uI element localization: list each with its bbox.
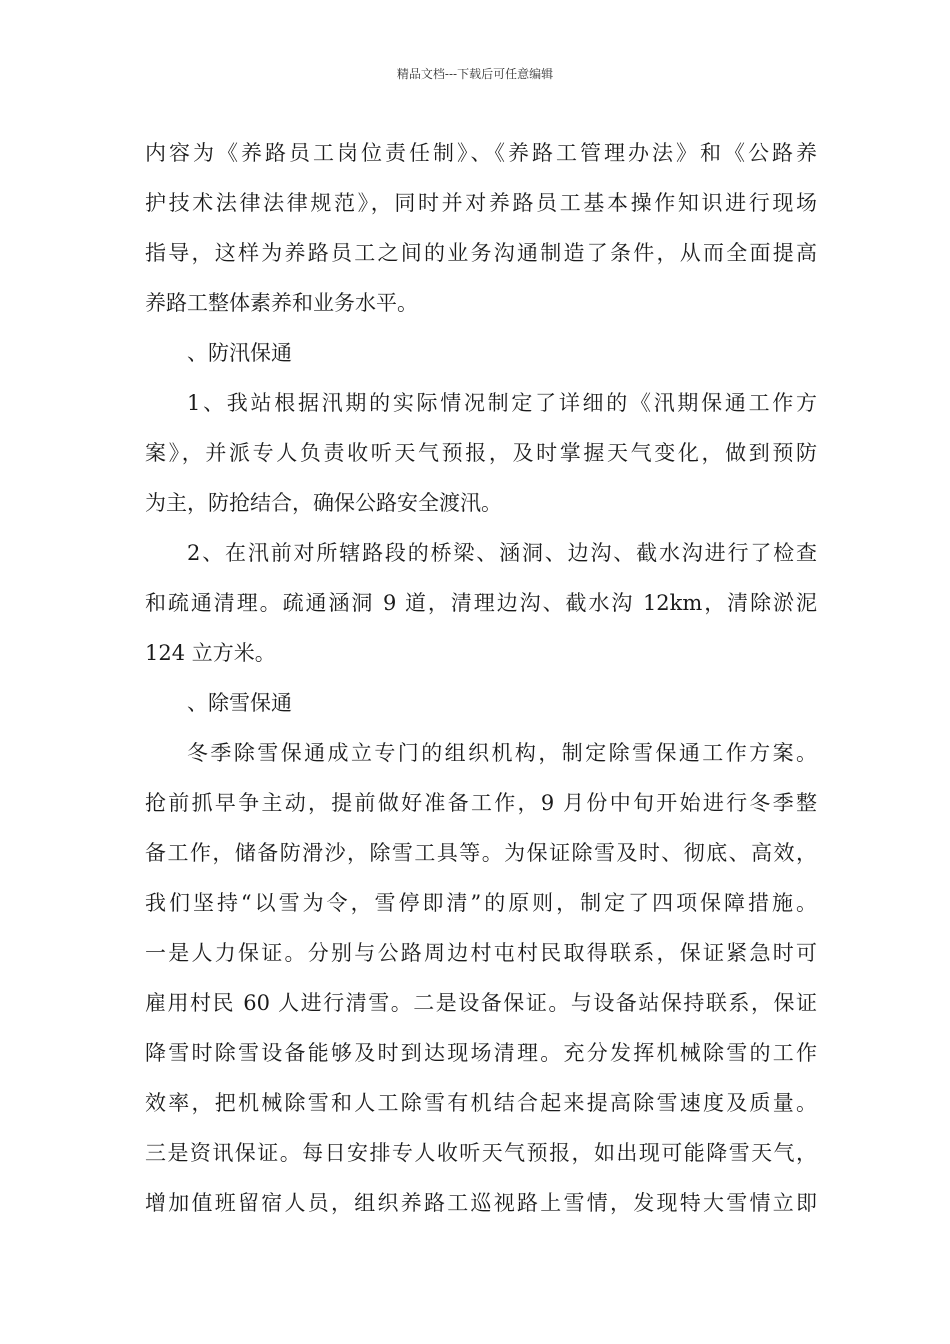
page-header: 精品文档---下载后可任意编辑 bbox=[396, 67, 554, 81]
text-line: 2、在汛前对所辖路段的桥梁、涵洞、边沟、截水沟进行了检查 bbox=[187, 541, 817, 565]
document-body bbox=[145, 128, 817, 1228]
text-line: 雇用村民 60 人进行清雪。二是设备保证。与设备站保持联系，保证 bbox=[145, 991, 817, 1015]
text-line: 抢前抓早争主动，提前做好准备工作，9 月份中旬开始进行冬季整 bbox=[145, 791, 817, 815]
text-line: 1、我站根据汛期的实际情况制定了详细的《汛期保通工作方 bbox=[187, 391, 817, 415]
text-line: 三是资讯保证。每日安排专人收听天气预报，如出现可能降雪天气， bbox=[145, 1141, 817, 1165]
text-line: 我们坚持“以雪为令，雪停即清”的原则，制定了四项保障措施。 bbox=[145, 891, 817, 915]
text-line: 增加值班留宿人员，组织养路工巡视路上雪情，发现特大雪情立即 bbox=[145, 1191, 817, 1215]
text-line: 冬季除雪保通成立专门的组织机构，制定除雪保通工作方案。 bbox=[187, 741, 817, 765]
text-line: 124 立方米。 bbox=[145, 641, 276, 665]
text-line: 为主，防抢结合，确保公路安全渡汛。 bbox=[145, 491, 502, 515]
text-line: 降雪时除雪设备能够及时到达现场清理。充分发挥机械除雪的工作 bbox=[145, 1041, 817, 1065]
text-line: 和疏通清理。疏通涵洞 9 道，清理边沟、截水沟 12km，清除淤泥 bbox=[145, 591, 817, 615]
section-heading-snow: 、除雪保通 bbox=[187, 691, 292, 715]
text-line: 一是人力保证。分别与公路周边村屯村民取得联系，保证紧急时可 bbox=[145, 941, 817, 965]
text-line: 指导，这样为养路员工之间的业务沟通制造了条件，从而全面提高 bbox=[145, 241, 817, 265]
text-line: 案》，并派专人负责收听天气预报，及时掌握天气变化，做到预防 bbox=[145, 441, 817, 465]
text-line: 养路工整体素养和业务水平。 bbox=[145, 291, 418, 315]
text-line: 效率，把机械除雪和人工除雪有机结合起来提高除雪速度及质量。 bbox=[145, 1091, 817, 1115]
text-line: 备工作，储备防滑沙，除雪工具等。为保证除雪及时、彻底、高效， bbox=[145, 841, 817, 865]
section-heading-flood: 、防汛保通 bbox=[187, 341, 292, 365]
text-line: 内容为《养路员工岗位责任制》、《养路工管理办法》和《公路养 bbox=[145, 141, 817, 165]
text-line: 护技术法律法律规范》，同时并对养路员工基本操作知识进行现场 bbox=[145, 191, 817, 215]
